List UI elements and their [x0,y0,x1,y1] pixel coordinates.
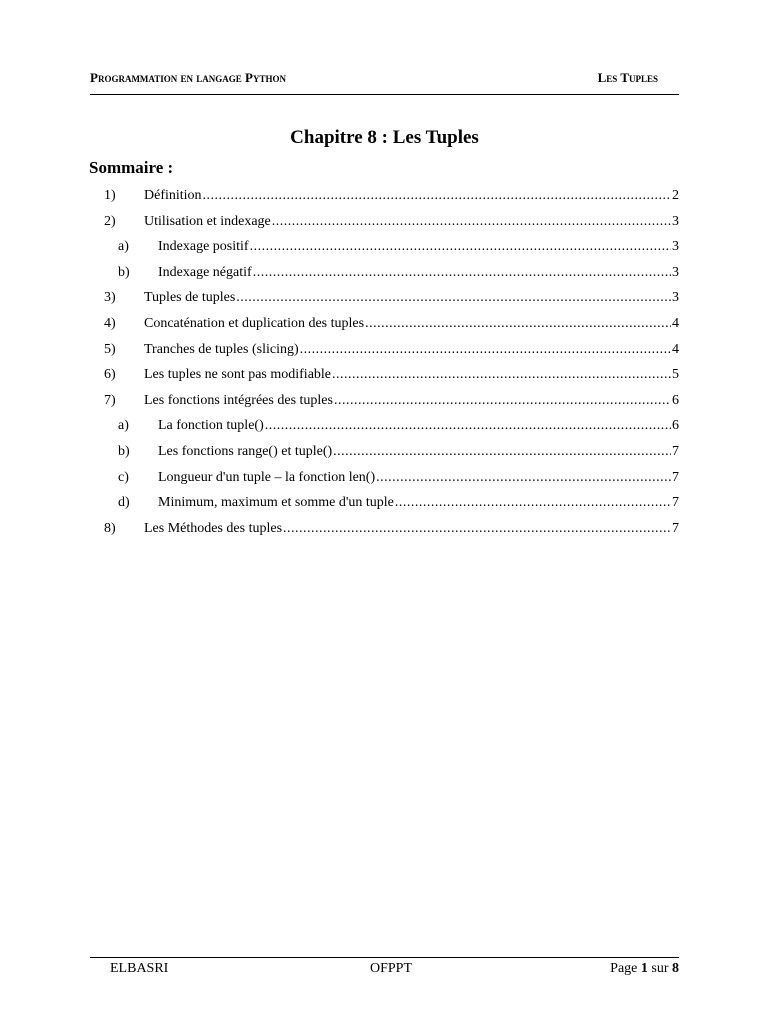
toc-entry-title: Indexage négatif [158,264,252,280]
toc-entry-line [144,311,679,337]
toc-entry-page: 2 [672,188,679,203]
toc-entry-number: d) [118,495,130,511]
toc-entry[interactable] [90,337,679,363]
chapter-title: Chapitre 8 : Les Tuples [290,127,479,148]
toc-entry[interactable] [90,209,679,235]
toc-entry[interactable] [90,183,679,209]
toc-entry-title: Longueur d'un tuple – la fonction len() [158,469,376,485]
toc-entry-page: 5 [672,367,679,383]
toc-entry-page: 7 [672,520,679,536]
toc-entry-line [158,490,679,516]
toc-entry[interactable] [90,413,679,439]
footer-page-prefix: Page [610,961,638,976]
toc-entry-number: 2) [104,213,116,229]
toc-entry-line [158,234,679,260]
toc-entry-line [144,285,679,311]
toc-entry-title: Utilisation et indexage [144,213,271,229]
toc-entry-page: 6 [672,392,679,408]
toc-dot-leader [203,183,671,209]
toc-entry-title: Définition [144,188,202,203]
toc-dot-leader [272,209,671,235]
toc-entry-number: 1) [104,188,116,203]
toc-entry-number: 4) [104,315,116,331]
toc-entry-page: 3 [672,213,679,229]
toc-entry-number: 7) [104,392,116,408]
toc-entry-title: Tuples de tuples [144,290,236,306]
toc-entry-title: Les tuples ne sont pas modifiable [144,367,332,383]
toc-entry-page: 4 [672,341,679,357]
toc-entry-title: Concaténation et duplication des tuples [144,315,365,331]
toc-entry[interactable] [90,285,679,311]
toc-entry[interactable] [90,234,679,260]
page-header [90,70,679,95]
header-chapter-name: Les Tuples [597,70,658,85]
toc-entry-title: La fonction tuple() [158,418,264,434]
toc-entry[interactable] [90,260,679,286]
toc-entry[interactable] [90,388,679,414]
toc-dot-leader [250,234,671,260]
toc-dot-leader [334,388,671,414]
toc-dot-leader [376,465,671,491]
toc-entry-title: Minimum, maximum et somme d'un tuple [158,495,394,511]
toc-entry-line [144,388,679,414]
toc-entry-line [158,465,679,491]
toc-entry[interactable] [90,490,679,516]
toc-dot-leader [395,490,671,516]
footer-page-total: 8 [672,961,679,976]
toc-entry-title: Tranches de tuples (slicing) [144,341,299,357]
toc-entry-page: 4 [672,315,679,331]
toc-entry-line [144,209,679,235]
toc-entry-number: b) [118,264,130,280]
header-document-title: Programmation en langage Python [90,70,286,85]
toc-entry-number: a) [118,239,129,255]
toc-entry-line [144,362,679,388]
toc-entry-title: Les fonctions intégrées des tuples [144,392,333,408]
toc-entry-number: 3) [104,290,116,306]
toc-entry-page: 3 [672,264,679,280]
toc-entry-number: 5) [104,341,116,357]
toc-entry-number: a) [118,418,129,434]
toc-entry-page: 3 [672,239,679,255]
toc-entry-title: Les Méthodes des tuples [144,520,283,536]
toc-dot-leader [300,337,671,363]
footer-page-number [610,961,679,977]
toc-dot-leader [265,413,671,439]
footer-page-mid: sur [651,961,669,976]
toc-entry-line [158,439,679,465]
summary-heading: Sommaire : [89,158,174,177]
toc-entry[interactable] [90,465,679,491]
toc-entry-page: 7 [672,469,679,485]
toc-entry[interactable] [90,311,679,337]
toc-entry[interactable] [90,439,679,465]
table-of-contents [90,183,679,541]
toc-entry-number: c) [118,469,129,485]
toc-entry[interactable] [90,362,679,388]
toc-dot-leader [332,362,671,388]
toc-entry-line [158,413,679,439]
toc-dot-leader [253,260,671,286]
toc-entry-page: 6 [672,418,679,434]
toc-entry-page: 3 [672,290,679,306]
toc-dot-leader [236,285,671,311]
toc-entry-line [144,337,679,363]
toc-dot-leader [283,516,671,542]
footer-organization: OFPPT [370,961,413,976]
toc-entry-line [158,260,679,286]
footer-author: ELBASRI [110,961,169,976]
page-footer [90,957,679,982]
toc-entry-title: Les fonctions range() et tuple() [158,443,333,459]
toc-entry-title: Indexage positif [158,239,249,255]
toc-entry-line [144,183,679,209]
toc-entry-page: 7 [672,495,679,511]
toc-entry-number: 6) [104,367,116,383]
toc-dot-leader [365,311,671,337]
toc-entry-number: b) [118,443,130,459]
toc-dot-leader [333,439,671,465]
toc-entry-line [144,516,679,542]
toc-entry[interactable] [90,516,679,542]
toc-entry-number: 8) [104,520,116,536]
toc-entry-page: 7 [672,443,679,459]
footer-page-current: 1 [640,961,648,976]
